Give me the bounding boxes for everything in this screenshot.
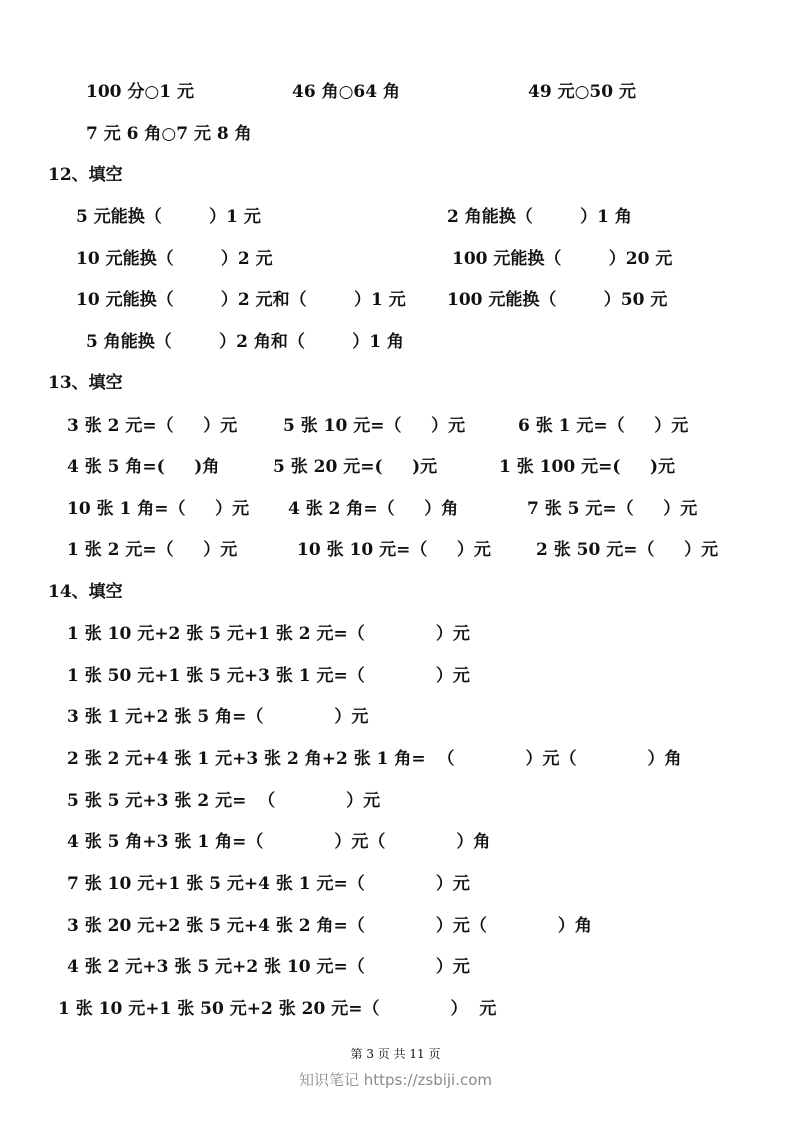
compare-item: 7 元 6 角○7 元 8 角	[86, 124, 252, 144]
fill-item: 10 张 10 元=（ ）元	[297, 540, 491, 560]
fill-item: 1 张 2 元=（ ）元	[67, 540, 238, 560]
fill-item: 10 元能换（ ）2 元和（ ）1 元	[76, 290, 406, 310]
fill-line: 1 张 50 元+1 张 5 元+3 张 1 元=（ ）元	[67, 666, 470, 686]
question-14-heading: 14、填空	[48, 582, 123, 602]
page-number: 第 3 页 共 11 页	[350, 1047, 441, 1061]
watermark: 知识笔记 https://zsbiji.com	[298, 1071, 493, 1089]
fill-item: 4 张 5 角=( )角	[67, 457, 220, 477]
fill-item: 100 元能换（ ）50 元	[447, 290, 668, 310]
fill-line: 5 张 5 元+3 张 2 元= （ ）元	[67, 791, 381, 811]
fill-item: 2 张 50 元=（ ）元	[536, 540, 719, 560]
question-12-heading: 12、填空	[48, 165, 123, 185]
fill-item: 100 元能换（ ）20 元	[452, 249, 673, 269]
fill-line: 1 张 10 元+1 张 50 元+2 张 20 元=（ ） 元	[58, 999, 497, 1019]
fill-item: 4 张 2 角=（ ）角	[288, 499, 459, 519]
fill-item: 2 角能换（ ）1 角	[447, 207, 632, 227]
fill-item: 5 张 20 元=( )元	[273, 457, 438, 477]
fill-item: 5 角能换（ ）2 角和（ ）1 角	[86, 332, 404, 352]
fill-item: 5 张 10 元=（ ）元	[283, 416, 466, 436]
question-13-heading: 13、填空	[48, 373, 123, 393]
fill-item: 5 元能换（ ）1 元	[76, 207, 261, 227]
compare-item: 49 元○50 元	[528, 82, 636, 102]
fill-line: 3 张 1 元+2 张 5 角=（ ）元	[67, 707, 369, 727]
fill-item: 1 张 100 元=( )元	[499, 457, 675, 477]
fill-line: 1 张 10 元+2 张 5 元+1 张 2 元=（ ）元	[67, 624, 470, 644]
fill-line: 3 张 20 元+2 张 5 元+4 张 2 角=（ ）元（ ）角	[67, 916, 592, 936]
compare-item: 46 角○64 角	[292, 82, 400, 102]
fill-item: 3 张 2 元=（ ）元	[67, 416, 238, 436]
fill-item: 10 张 1 角=（ ）元	[67, 499, 250, 519]
fill-item: 7 张 5 元=（ ）元	[527, 499, 698, 519]
compare-item: 100 分○1 元	[86, 82, 194, 102]
fill-line: 4 张 2 元+3 张 5 元+2 张 10 元=（ ）元	[67, 957, 470, 977]
fill-line: 4 张 5 角+3 张 1 角=（ ）元（ ）角	[67, 832, 491, 852]
fill-line: 7 张 10 元+1 张 5 元+4 张 1 元=（ ）元	[67, 874, 470, 894]
fill-item: 6 张 1 元=（ ）元	[518, 416, 689, 436]
fill-line: 2 张 2 元+4 张 1 元+3 张 2 角+2 张 1 角= （ ）元（ ）角	[67, 749, 682, 769]
fill-item: 10 元能换（ ）2 元	[76, 249, 273, 269]
